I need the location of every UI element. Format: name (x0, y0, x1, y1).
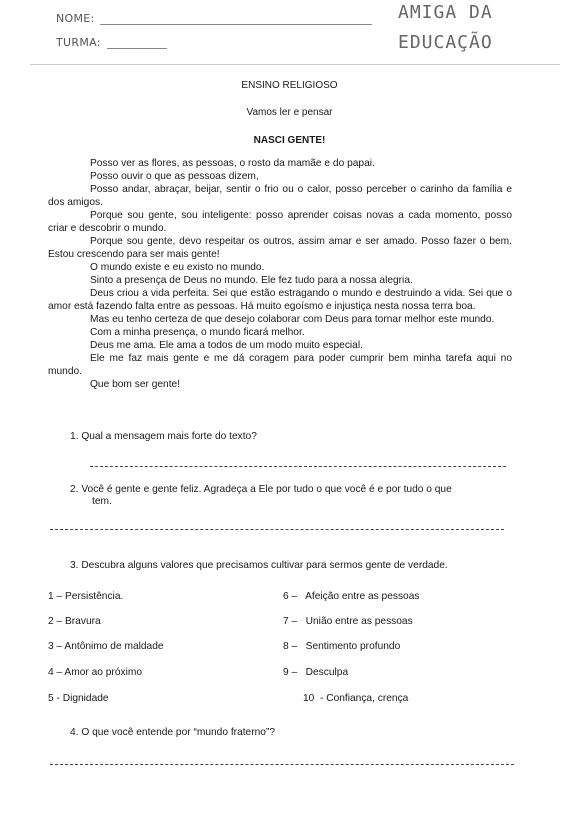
paragraph: Deus me ama. Ele ama a todos de um modo muito especial. (90, 340, 363, 351)
answer-line-2[interactable] (50, 529, 504, 530)
reading-text (48, 157, 512, 391)
paragraph: Sinto a presença de Deus no mundo. Ele fez tudo para a nossa alegria. (90, 275, 413, 286)
value-item-3: 3 – Antônimo de maldade (48, 641, 164, 652)
answer-line-4[interactable] (50, 764, 514, 765)
logo-line-2: EDUCAÇÃO (398, 32, 493, 53)
value-item-10: 10 - Confiança, crença (303, 693, 409, 704)
text-title: NASCI GENTE! (253, 135, 326, 146)
value-item-6: 6 – Afeição entre as pessoas (283, 591, 420, 602)
value-item-7: 7 – União entre as pessoas (283, 616, 413, 627)
question-2-continuation: tem. (92, 496, 112, 507)
logo-line-1: AMIGA DA (398, 2, 493, 23)
name-field-row (56, 12, 372, 25)
question-1: 1. Qual a mensagem mais forte do texto? (70, 431, 257, 442)
class-label: TURMA: (56, 36, 101, 49)
value-item-1: 1 – Persistência. (48, 591, 124, 602)
paragraph: Porque sou gente, sou inteligente: posso aprender coisas novas a cada momento, posso criar e descobrir o mundo. (48, 210, 512, 234)
value-item-2: 2 – Bravura (48, 616, 101, 627)
subtitle: Vamos ler e pensar (246, 107, 333, 118)
subject-heading: ENSINO RELIGIOSO (241, 80, 338, 91)
question-3: 3. Descubra alguns valores que precisamos cultivar para sermos gente de verdade. (70, 560, 448, 571)
answer-line-1[interactable] (90, 466, 506, 467)
value-item-5: 5 - Dignidade (48, 693, 109, 704)
paragraph: O mundo existe e eu existo no mundo. (90, 262, 265, 273)
question-2: 2. Você é gente e gente feliz. Agradeça a Ele por tudo o que você é e por tudo o que (70, 484, 452, 495)
paragraph: Posso andar, abraçar, beijar, sentir o frio ou o calor, posso perceber o carinho da família e dos amigos. (48, 184, 512, 208)
name-blank[interactable] (100, 24, 372, 25)
paragraph: Posso ver as flores, as pessoas, o rosto da mamãe e do papai. (90, 158, 375, 169)
name-label: NOME: (56, 12, 95, 25)
paragraph: Ele me faz mais gente e me dá coragem para poder cumprir bem minha tarefa aqui no mundo. (48, 353, 512, 377)
value-item-8: 8 – Sentimento profundo (283, 641, 401, 652)
paragraph: Com a minha presença, o mundo ficará melhor. (90, 327, 305, 338)
value-item-4: 4 – Amor ao próximo (48, 667, 142, 678)
paragraph: Que bom ser gente! (90, 379, 181, 390)
question-4: 4. O que você entende por “mundo fraterno”? (70, 727, 276, 738)
class-field-row (56, 36, 167, 49)
paragraph: Posso ouvir o que as pessoas dizem, (90, 171, 259, 182)
paragraph: Mas eu tenho certeza de que desejo colaborar com Deus para tornar melhor este mundo. (90, 314, 495, 325)
header-divider (30, 64, 560, 65)
class-blank[interactable] (107, 48, 167, 49)
value-item-9: 9 – Desculpa (283, 667, 349, 678)
paragraph: Deus criou a vida perfeita. Sei que estão estragando o mundo e destruindo a vida. Sei que o amor está fazendo falta entre as pessoas. Há muito egoísmo e injustiça nesta nossa terra boa. (48, 288, 512, 312)
paragraph: Porque sou gente, devo respeitar os outros, assim amar e ser amado. Posso fazer o bem. Estou crescendo para ser mais gente! (48, 236, 512, 260)
